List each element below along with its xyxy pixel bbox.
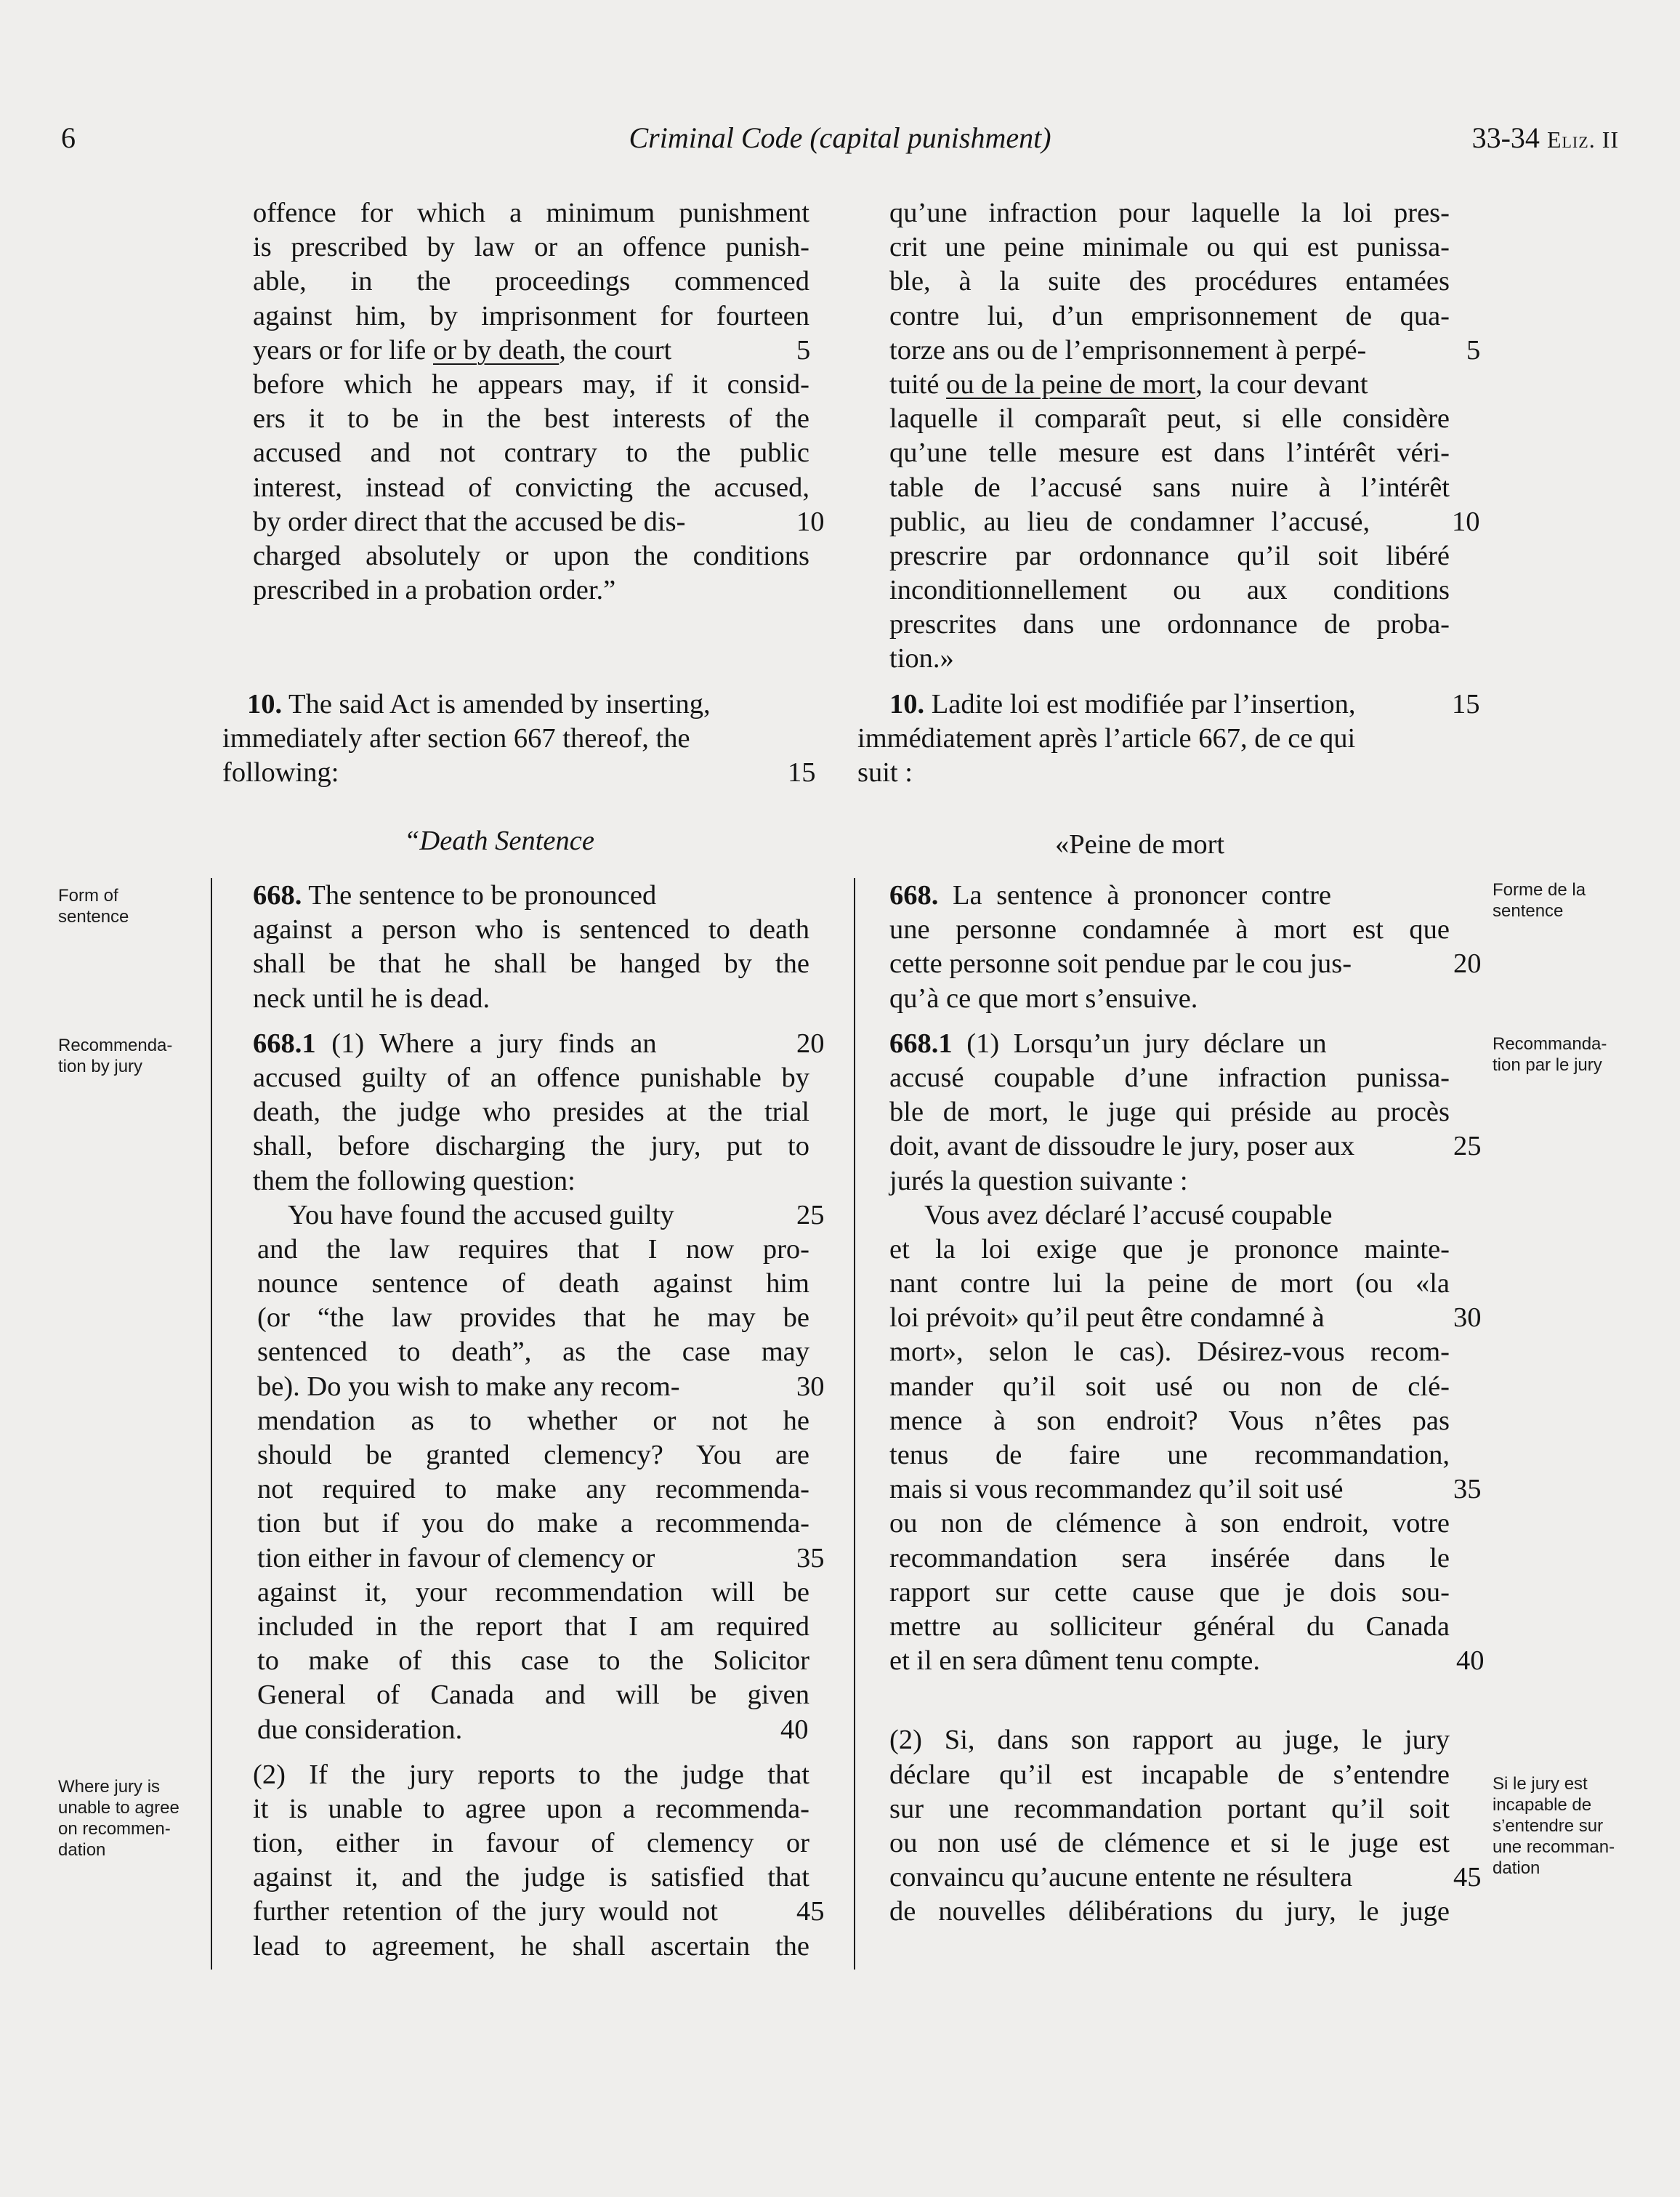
en-text: You have found the accused guilty bbox=[288, 1199, 674, 1230]
en-line bbox=[222, 505, 825, 539]
margin-note-line: Where jury is bbox=[58, 1777, 161, 1797]
en-line: them the following question: bbox=[253, 1165, 576, 1196]
margin-note-recommendation bbox=[58, 1035, 172, 1077]
en-line: General of Canada and will be given bbox=[257, 1680, 809, 1711]
en-line bbox=[222, 334, 809, 368]
en-line: to make of this case to the Solicitor bbox=[257, 1645, 809, 1677]
en-line: shall be that he shall be hanged by the bbox=[253, 948, 809, 980]
fr-line: jurés la question suivante : bbox=[889, 1165, 1188, 1196]
margin-note-jury-unable bbox=[58, 1776, 179, 1861]
en-line: offence for which a minimum punishment bbox=[253, 198, 809, 228]
en-line bbox=[222, 1895, 825, 1929]
fr-line bbox=[857, 368, 1450, 402]
fr-line: qu’une telle mesure est dans l’intérêt véri- bbox=[889, 438, 1450, 469]
english-heading bbox=[404, 824, 1029, 858]
margin-note-form-of-sentence bbox=[58, 885, 129, 927]
fr-line: mander qu’il soit usé ou non de clé- bbox=[889, 1371, 1450, 1402]
margin-note-line: s’entendre sur bbox=[1493, 1816, 1604, 1836]
fr-line: tion.» bbox=[889, 643, 954, 674]
fr-line: prescrire par ordonnance qu’il soit libéré bbox=[889, 540, 1450, 571]
en-text: by order direct that the accused be dis- bbox=[253, 506, 686, 537]
en-line: neck until he is dead. bbox=[253, 983, 490, 1014]
fr-text: (1) Lorsqu’un jury déclare un bbox=[952, 1028, 1327, 1059]
running-title: Criminal Code (capital punishment) bbox=[629, 121, 1051, 154]
en-line: against a person who is sentenced to death bbox=[253, 914, 809, 946]
en-line: mendation as to whether or not he bbox=[257, 1405, 809, 1436]
fr-line: déclare qu’il est incapable de s’entendre bbox=[889, 1759, 1450, 1790]
english-section-10 bbox=[222, 688, 847, 791]
french-heading bbox=[1055, 828, 1680, 862]
fr-line: tenus de faire une recommandation, bbox=[889, 1440, 1450, 1470]
margin-note-line: sentence bbox=[1493, 901, 1564, 921]
en-line: nounce sentence of death against him bbox=[257, 1268, 809, 1299]
fr-text: La sentence à prononcer contre bbox=[938, 880, 1331, 911]
fr-line: Vous avez déclaré l’accusé coupable bbox=[924, 1199, 1333, 1230]
en-line: tion but if you do make a recommenda- bbox=[257, 1508, 809, 1539]
en-line: accused guilty of an offence punishable by bbox=[253, 1062, 809, 1093]
en-line: and the law requires that I now pro- bbox=[257, 1233, 809, 1265]
line-number: 40 bbox=[780, 1714, 809, 1745]
fr-text: Ladite loi est modifiée par l’insertion, bbox=[924, 689, 1356, 719]
en-text: (1) Where a jury finds an bbox=[315, 1028, 657, 1059]
en-text: be). Do you wish to make any recom- bbox=[257, 1371, 680, 1402]
en-line bbox=[222, 1370, 825, 1404]
fr-line: qu’une infraction pour laquelle la loi pres- bbox=[889, 198, 1450, 228]
en-line: able, in the proceedings commenced bbox=[253, 266, 809, 297]
margin-note-line: on recommen- bbox=[58, 1819, 171, 1839]
margin-note-line: dation bbox=[58, 1840, 106, 1860]
regnal-year bbox=[1472, 121, 1619, 157]
en-line: against it, and the judge is satisfied that bbox=[253, 1862, 809, 1893]
french-section-10 bbox=[857, 688, 1497, 791]
section-number: 668. bbox=[253, 880, 302, 911]
fr-heading: «Peine de mort bbox=[1055, 829, 1225, 860]
french-column bbox=[857, 196, 1497, 677]
fr-line bbox=[857, 1644, 1485, 1678]
english-column bbox=[222, 196, 847, 608]
page-number: 6 bbox=[61, 121, 76, 154]
en-line: death, the judge who presides at the trial bbox=[253, 1097, 809, 1128]
fr-line: (2) Si, dans son rapport au juge, le jury bbox=[889, 1725, 1450, 1756]
fr-text: torze ans ou de l’emprisonnement à perpé- bbox=[889, 334, 1367, 366]
fr-text: , la cour devant bbox=[1195, 368, 1368, 400]
fr-line: de nouvelles délibérations du jury, le juge bbox=[889, 1896, 1450, 1927]
fr-line: laquelle il comparaît peut, si elle considère bbox=[889, 403, 1450, 435]
fr-line: nant contre lui la peine de mort (ou «la bbox=[889, 1268, 1450, 1299]
section-number: 668.1 bbox=[253, 1028, 316, 1059]
line-number: 35 bbox=[1453, 1474, 1482, 1505]
en-line: is prescribed by law or an offence punish- bbox=[253, 232, 809, 263]
fr-line: suit : bbox=[857, 757, 913, 789]
fr-text: et il en sera dûment tenu compte. bbox=[889, 1645, 1260, 1677]
line-number: 25 bbox=[1453, 1131, 1482, 1162]
fr-line: mort», selon le cas). Désirez-vous recom- bbox=[889, 1337, 1450, 1368]
en-line: sentenced to death”, as the case may bbox=[257, 1337, 809, 1368]
fr-line bbox=[857, 1861, 1482, 1895]
margin-note-recommandation bbox=[1493, 1033, 1607, 1076]
fr-text: public, au lieu de condamner l’accusé, bbox=[889, 506, 1370, 537]
en-underlined-amendment: or by death bbox=[433, 334, 560, 366]
line-number: 35 bbox=[796, 1542, 825, 1573]
fr-line: ou non de clémence à son endroit, votre bbox=[889, 1508, 1450, 1539]
line-number: 25 bbox=[796, 1199, 825, 1230]
en-line bbox=[222, 879, 809, 913]
line-number: 45 bbox=[1453, 1862, 1482, 1893]
section-number: 668.1 bbox=[889, 1028, 953, 1059]
fr-line bbox=[857, 1027, 1450, 1061]
fr-line: table de l’accusé sans nuire à l’intérêt bbox=[889, 472, 1450, 503]
regnal-year-word: Eliz. II bbox=[1546, 126, 1619, 153]
fr-line: rapport sur cette cause que je dois sou- bbox=[889, 1576, 1450, 1608]
en-line: (2) If the jury reports to the judge that bbox=[253, 1759, 809, 1790]
margin-note-line: sentence bbox=[58, 907, 129, 927]
fr-line: ble, à la suite des procédures entamées bbox=[889, 266, 1450, 297]
en-text: tion either in favour of clemency or bbox=[257, 1542, 655, 1573]
en-line: shall, before discharging the jury, put to bbox=[253, 1131, 809, 1162]
fr-line bbox=[857, 1301, 1482, 1335]
margin-note-line: unable to agree bbox=[58, 1798, 179, 1818]
line-number: 10 bbox=[1452, 506, 1480, 537]
en-line bbox=[222, 1027, 825, 1061]
fr-line: une personne condamnée à mort est que bbox=[889, 914, 1450, 946]
fr-text: convaincu qu’aucune entente ne résultera bbox=[889, 1862, 1353, 1893]
en-text: following: bbox=[222, 757, 339, 789]
en-line: should be granted clemency? You are bbox=[257, 1440, 809, 1470]
section-number: 10. bbox=[889, 689, 925, 719]
margin-note-line: une recomman- bbox=[1493, 1837, 1615, 1857]
line-number: 45 bbox=[796, 1896, 825, 1927]
line-number: 20 bbox=[796, 1028, 825, 1059]
fr-line: inconditionnellement ou aux conditions bbox=[889, 575, 1450, 606]
en-line bbox=[222, 756, 816, 790]
en-line: prescribed in a probation order.” bbox=[253, 575, 616, 606]
en-text: , the court bbox=[559, 334, 672, 366]
en-line bbox=[222, 688, 809, 722]
fr-line: accusé coupable d’une infraction punissa- bbox=[889, 1062, 1450, 1093]
line-number: 40 bbox=[1456, 1645, 1485, 1677]
en-line: it is unable to agree upon a recommenda- bbox=[253, 1793, 809, 1824]
fr-line bbox=[857, 688, 1480, 722]
line-number: 30 bbox=[1453, 1302, 1482, 1334]
fr-line: contre lui, d’un emprisonnement de qua- bbox=[889, 300, 1450, 331]
fr-text: doit, avant de dissoudre le jury, poser aux bbox=[889, 1131, 1355, 1162]
fr-line bbox=[857, 947, 1482, 981]
en-text: further retention of the jury would not bbox=[253, 1896, 718, 1927]
margin-note-jury-incapable bbox=[1493, 1773, 1615, 1879]
section-number: 10. bbox=[247, 689, 283, 719]
margin-note-line: Si le jury est bbox=[1493, 1774, 1588, 1794]
line-number: 10 bbox=[796, 506, 825, 537]
fr-line bbox=[857, 1129, 1482, 1164]
margin-note-line: incapable de bbox=[1493, 1795, 1592, 1815]
en-line: not required to make any recommenda- bbox=[257, 1474, 809, 1505]
en-text: years or for life bbox=[253, 334, 433, 366]
en-text: The sentence to be pronounced bbox=[302, 880, 657, 911]
margin-note-line: Form of bbox=[58, 886, 118, 906]
en-line: charged absolutely or upon the conditions bbox=[253, 540, 809, 571]
fr-line: immédiatement après l’article 667, de ce qui bbox=[857, 723, 1356, 754]
fr-text: loi prévoit» qu’il peut être condamné à bbox=[889, 1302, 1325, 1334]
margin-note-line: tion by jury bbox=[58, 1057, 143, 1076]
en-text: The said Act is amended by inserting, bbox=[282, 689, 711, 719]
margin-note-line: Recommenda- bbox=[58, 1036, 173, 1055]
en-line: immediately after section 667 thereof, the bbox=[222, 723, 690, 754]
en-text: due consideration. bbox=[257, 1714, 463, 1745]
margin-note-forme-sentence bbox=[1493, 879, 1586, 922]
fr-text: tuité bbox=[889, 368, 947, 400]
margin-note-line: dation bbox=[1493, 1858, 1540, 1878]
fr-line bbox=[857, 334, 1481, 368]
en-line bbox=[222, 1713, 809, 1747]
fr-text: cette personne soit pendue par le cou jus- bbox=[889, 948, 1352, 980]
margin-note-line: Forme de la bbox=[1493, 880, 1586, 900]
fr-line: ou non usé de clémence et si le juge est bbox=[889, 1827, 1450, 1858]
english-column-lower bbox=[222, 879, 847, 1964]
en-line: before which he appears may, if it consid- bbox=[253, 368, 809, 400]
line-number: 5 bbox=[796, 334, 811, 366]
line-number: 15 bbox=[788, 757, 816, 789]
fr-line: qu’à ce que mort s’ensuive. bbox=[889, 983, 1198, 1014]
fr-line: sur une recommandation portant qu’il soit bbox=[889, 1793, 1450, 1824]
en-line: ers it to be in the best interests of the bbox=[253, 403, 809, 435]
fr-line: crit une peine minimale ou qui est punissa- bbox=[889, 232, 1450, 263]
en-line: accused and not contrary to the public bbox=[253, 438, 809, 469]
en-line: tion, either in favour of clemency or bbox=[253, 1828, 809, 1859]
margin-note-line: tion par le jury bbox=[1493, 1055, 1602, 1075]
margin-note-line: Recommanda- bbox=[1493, 1034, 1607, 1054]
line-number: 15 bbox=[1452, 689, 1480, 719]
fr-line: recommandation sera insérée dans le bbox=[889, 1542, 1450, 1573]
en-line bbox=[222, 1198, 825, 1233]
fr-underlined-amendment: ou de la peine de mort bbox=[946, 368, 1196, 400]
section-number: 668. bbox=[889, 880, 939, 911]
en-line: against it, your recommendation will be bbox=[257, 1576, 809, 1608]
fr-line: mettre au solliciteur général du Canada bbox=[889, 1611, 1450, 1642]
french-column-lower bbox=[857, 879, 1497, 1929]
fr-line: prescrites dans une ordonnance de proba- bbox=[889, 609, 1450, 640]
center-margin-rule bbox=[854, 878, 855, 1970]
en-line: against him, by imprisonment for fourteen bbox=[253, 300, 809, 331]
fr-line: et la loi exige que je prononce mainte- bbox=[889, 1233, 1450, 1265]
fr-line: mence à son endroit? Vous n’êtes pas bbox=[889, 1405, 1450, 1436]
regnal-year-num: 33-34 bbox=[1471, 121, 1540, 154]
line-number: 5 bbox=[1466, 334, 1481, 366]
en-line: (or “the law provides that he may be bbox=[257, 1302, 809, 1334]
en-line: interest, instead of convicting the accused, bbox=[253, 472, 809, 503]
en-line: lead to agreement, he shall ascertain the bbox=[253, 1930, 809, 1962]
line-number: 20 bbox=[1453, 948, 1482, 980]
en-heading: “Death Sentence bbox=[404, 826, 594, 856]
fr-line bbox=[857, 505, 1480, 539]
fr-line bbox=[857, 1472, 1482, 1507]
fr-line: ble de mort, le juge qui préside au procès bbox=[889, 1097, 1450, 1128]
fr-line bbox=[857, 879, 1450, 913]
line-number: 30 bbox=[796, 1371, 825, 1402]
en-line bbox=[222, 1541, 825, 1576]
en-line: included in the report that I am required bbox=[257, 1611, 809, 1642]
left-margin-rule bbox=[211, 878, 212, 1970]
fr-text: mais si vous recommandez qu’il soit usé bbox=[889, 1474, 1344, 1505]
